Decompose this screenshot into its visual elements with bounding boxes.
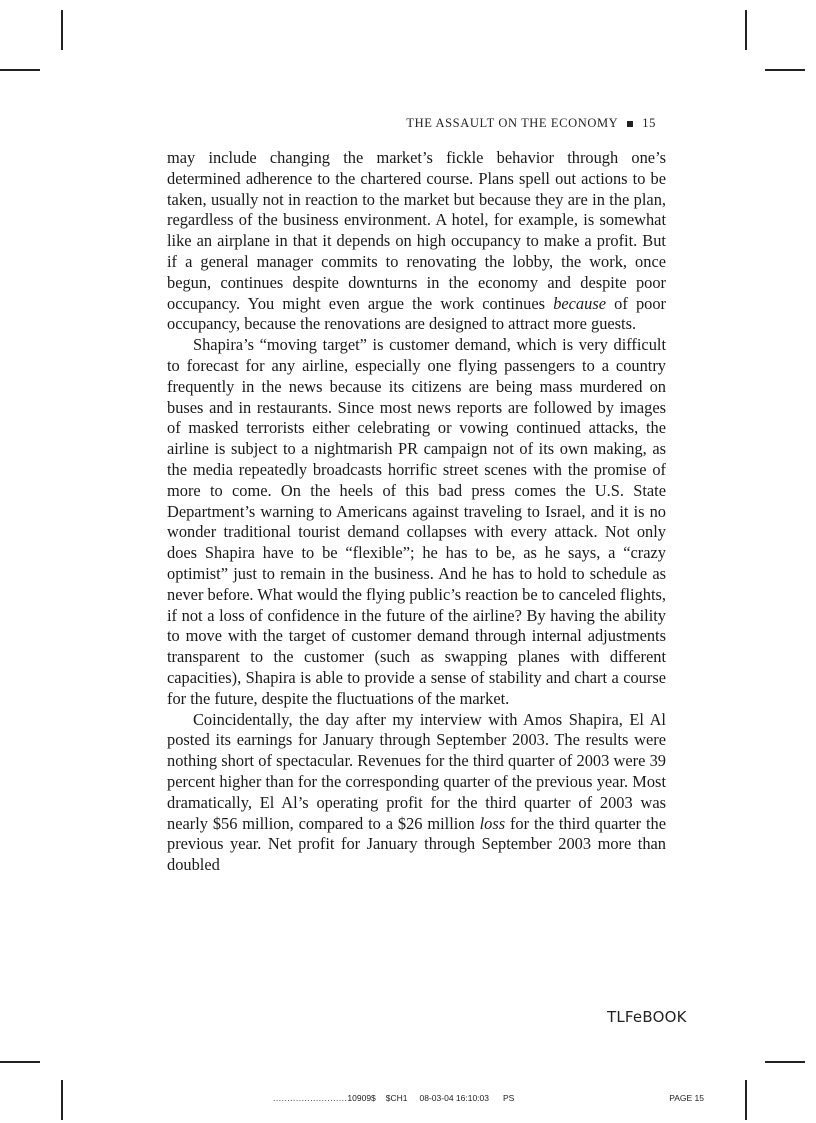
body-text xyxy=(167,148,666,876)
paragraph xyxy=(167,710,666,876)
crop-mark-top-left xyxy=(61,10,63,50)
text-run: may include changing the market’s fickle behavior through one’s determined adherence to the chartered course. Plans spell out actions to be taken, usually not in reaction to the market but because they are in the plan, regardless of the business environment. A hotel, for example, is somewhat like an airplane in that it depends on high occupancy to make a profit. But if a general manager commits to renovating the lobby, the work, once begun, continues despite downturns in the economy and despite poor occupancy. You might even argue the work continues xyxy=(167,148,666,313)
square-bullet-icon xyxy=(627,121,633,127)
italic-emphasis: because xyxy=(553,293,606,313)
slug-job: 10909$ xyxy=(347,1093,376,1103)
slug-page-label: PAGE 15 xyxy=(669,1093,704,1103)
crop-mark-bottom-left xyxy=(61,1080,63,1120)
text-run: for the third quarter the previous year. Net profit for January through September 2003 more than doubled xyxy=(167,813,666,875)
slug-dots: .......................... xyxy=(273,1093,348,1103)
slug-timestamp: 08-03-04 16:10:03 xyxy=(419,1093,489,1103)
crop-mark-top-left-h xyxy=(0,69,40,71)
page-number: 15 xyxy=(642,116,656,130)
paragraph xyxy=(167,148,666,335)
printer-slug xyxy=(273,1093,704,1103)
running-head-title: THE ASSAULT ON THE ECONOMY xyxy=(406,116,619,130)
crop-mark-bottom-right-h xyxy=(765,1061,805,1063)
running-head xyxy=(406,116,656,131)
watermark: TLFeBOOK xyxy=(607,1008,687,1026)
text-run: Coincidentally, the day after my interview with Amos Shapira, El Al posted its earnings for January through September 2003. The results were nothing short of spectacular. Revenues for the third quarter of 2003 were 39 percent higher than for the corresponding quarter of the previous year. Most dramatically, El Al’s operating profit for the third quarter of 2003 was nearly $56 million, compared to a $26 million xyxy=(167,709,666,833)
slug-chapter: $CH1 xyxy=(385,1093,408,1103)
text-run: Shapira’s “moving target” is customer demand, which is very difficult to forecast for any airline, especially one flying passengers to a country frequently in the news because its citizens are being mass murdered on buses and in restaurants. Since most news reports are followed by images of masked terrorists either celebrating or vowing continued attacks, the airline is subject to a nightmarish PR campaign not of its own making, as the media repeatedly broadcasts horrific street scenes with the promise of more to come. On the heels of this bad press comes the U.S. State Department’s warning to Americans against traveling to Israel, and it is no wonder traditional tourist demand collapses with every attack. Not only does Shapira have to be “flexible”; he has to be, as he says, a “crazy optimist” just to remain in the business. And he has to hold to schedule as never before. What would the flying public’s reaction be to canceled flights, if not a loss of confidence in the future of the airline? By having the ability to move with the target of customer demand through internal adjustments transparent to the customer (such as swapping planes with different capacities), Shapira is able to provide a sense of stability and chart a course for the future, despite the fluctuations of the market. xyxy=(167,335,666,708)
crop-mark-bottom-left-h xyxy=(0,1061,40,1063)
crop-mark-bottom-right xyxy=(745,1080,747,1120)
crop-mark-top-right xyxy=(745,10,747,50)
text-run: of poor occupancy, because the renovations are designed to attract more guests. xyxy=(167,293,666,334)
italic-emphasis: loss xyxy=(479,813,506,833)
crop-mark-top-right-h xyxy=(765,69,805,71)
slug-format: PS xyxy=(503,1093,515,1103)
paragraph xyxy=(167,335,666,709)
